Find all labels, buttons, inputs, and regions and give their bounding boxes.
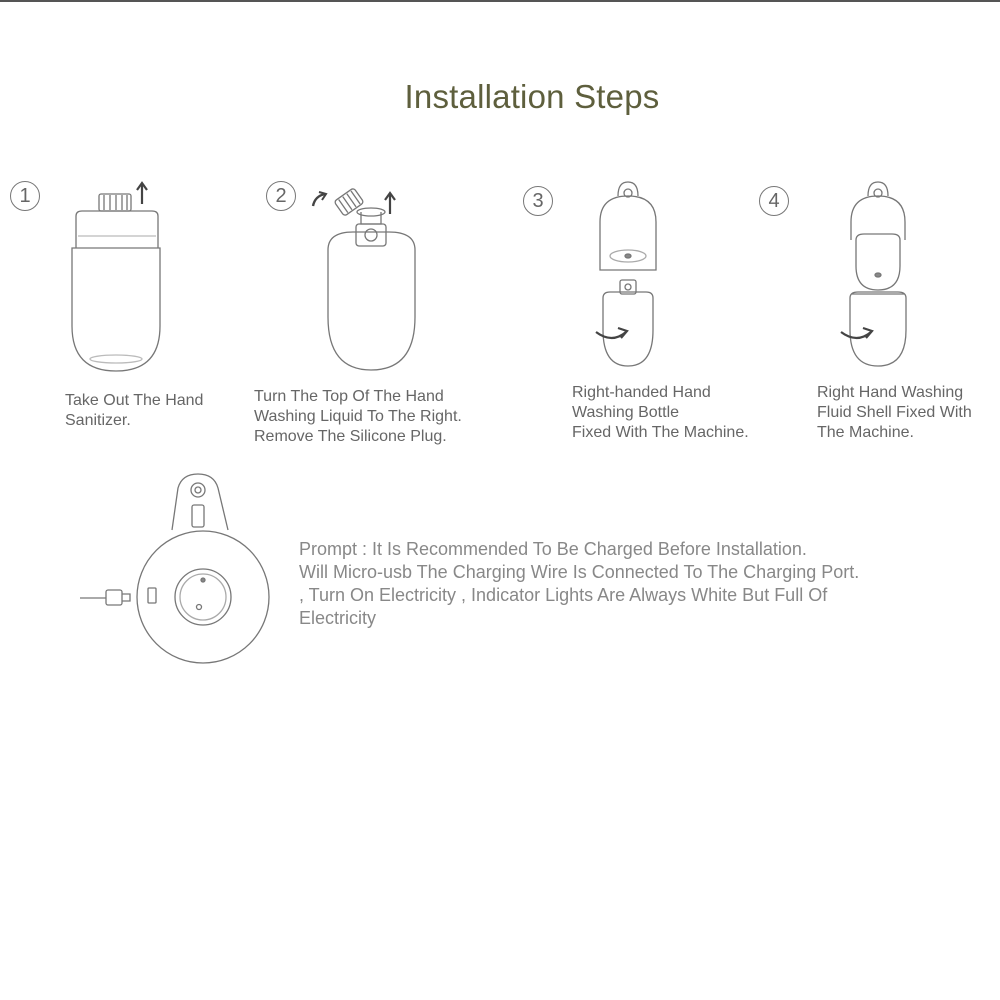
step-1-line: Take Out The Hand xyxy=(65,392,204,409)
step-1-line: Sanitizer. xyxy=(65,412,131,429)
step-1-bottle-illustration xyxy=(60,176,170,376)
step-1-number: 1 xyxy=(10,181,40,211)
step-4-number: 4 xyxy=(759,186,789,216)
step-2-line: Remove The Silicone Plug. xyxy=(254,428,447,445)
prompt-line: Electricity xyxy=(299,608,377,628)
charging-prompt xyxy=(299,538,859,630)
prompt-line: Will Micro-usb The Charging Wire Is Connected To The Charging Port. xyxy=(299,562,860,582)
step-4-assembly-illustration xyxy=(836,180,916,375)
step-1-description xyxy=(65,391,203,431)
step-2-line: Washing Liquid To The Right. xyxy=(254,408,462,425)
charging-port-illustration xyxy=(78,470,273,665)
step-2-bottle-illustration xyxy=(305,182,430,372)
step-2-number: 2 xyxy=(266,181,296,211)
step-3-line: Washing Bottle xyxy=(572,404,680,421)
prompt-line: Prompt : It Is Recommended To Be Charged Before Installation. xyxy=(299,539,807,559)
step-3-line: Fixed With The Machine. xyxy=(572,424,749,441)
step-4-description xyxy=(817,383,972,443)
step-4-line: Fluid Shell Fixed With xyxy=(817,404,972,421)
top-border-line xyxy=(0,0,1000,2)
step-3-description xyxy=(572,383,749,443)
step-3-line: Right-handed Hand xyxy=(572,384,711,401)
step-4-line: Right Hand Washing xyxy=(817,384,964,401)
step-3-assembly-illustration xyxy=(588,180,668,375)
step-4-line: The Machine. xyxy=(817,424,914,441)
page-title: Installation Steps xyxy=(404,78,660,115)
step-2-description xyxy=(254,387,462,447)
prompt-line: , Turn On Electricity , Indicator Lights Are Always White But Full Of xyxy=(299,585,828,605)
step-2-line: Turn The Top Of The Hand xyxy=(254,388,444,405)
step-3-number: 3 xyxy=(523,186,553,216)
